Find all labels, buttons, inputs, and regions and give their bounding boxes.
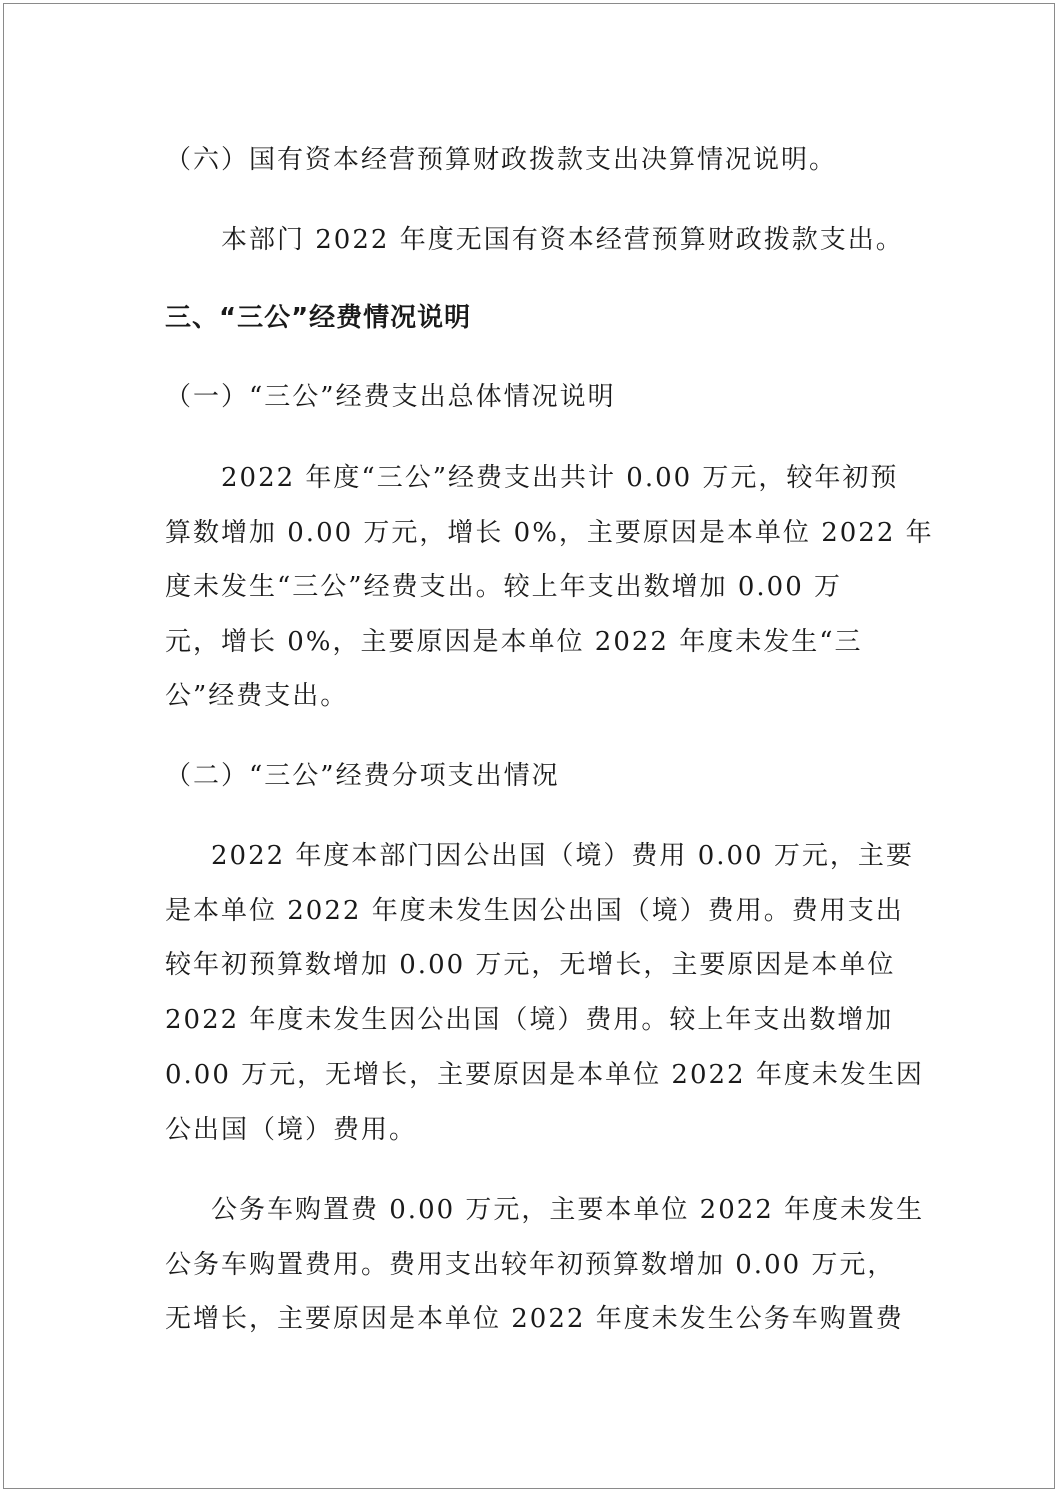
- sub1-line-4: 元，增长 0%，主要原因是本单位 2022 年度未发生“三: [165, 627, 863, 657]
- sub2-para2-line-3: 无增长，主要原因是本单位 2022 年度未发生公务车购置费: [165, 1304, 904, 1334]
- sub2-para1-line-5: 0.00 万元，无增长，主要原因是本单位 2022 年度未发生因: [165, 1060, 924, 1090]
- part3-heading: 三、“三公”经费情况说明: [165, 303, 472, 333]
- section6-heading: （六）国有资本经营预算财政拨款支出决算情况说明。: [165, 145, 838, 175]
- sub2-para1-line-6: 公出国（境）费用。: [165, 1115, 418, 1145]
- sub1-line-3: 度未发生“三公”经费支出。较上年支出数增加 0.00 万: [165, 572, 843, 602]
- sub2-para2-line-1: 公务车购置费 0.00 万元，主要本单位 2022 年度未发生: [211, 1195, 925, 1225]
- sub2-heading: （二）“三公”经费分项支出情况: [165, 761, 560, 791]
- sub1-line-1: 2022 年度“三公”经费支出共计 0.00 万元，较年初预: [221, 463, 899, 493]
- sub1-line-2: 算数增加 0.00 万元，增长 0%，主要原因是本单位 2022 年: [165, 518, 934, 548]
- sub2-para2-line-2: 公务车购置费用。费用支出较年初预算数增加 0.00 万元，: [165, 1250, 896, 1280]
- sub2-para1-line-3: 较年初预算数增加 0.00 万元，无增长，主要原因是本单位: [165, 950, 896, 980]
- sub1-heading: （一）“三公”经费支出总体情况说明: [165, 382, 616, 412]
- sub2-para1-line-2: 是本单位 2022 年度未发生因公出国（境）费用。费用支出: [165, 896, 904, 926]
- sub1-line-5: 公”经费支出。: [165, 681, 349, 711]
- sub2-para1-line-1: 2022 年度本部门因公出国（境）费用 0.00 万元，主要: [211, 841, 914, 871]
- section6-body: 本部门 2022 年度无国有资本经营预算财政拨款支出。: [221, 225, 904, 255]
- sub2-para1-line-4: 2022 年度未发生因公出国（境）费用。较上年支出数增加: [165, 1005, 894, 1035]
